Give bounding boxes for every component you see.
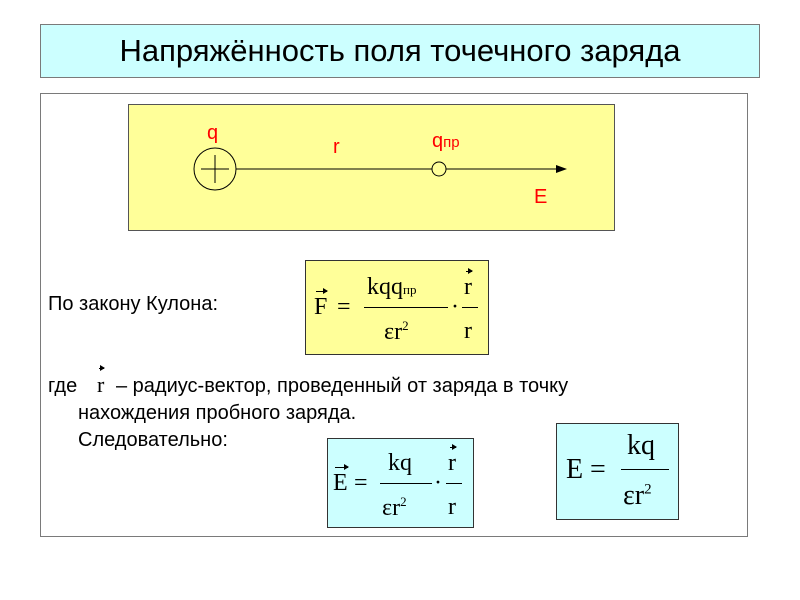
field-vector-numerator: kq <box>388 450 412 476</box>
field-vector-symbol: E <box>333 470 348 496</box>
where-description-text: – радиус-вектор, проведенный от заряда в точку <box>116 375 569 397</box>
field-magnitude-fraction-bar <box>621 469 669 470</box>
field-vector-formula <box>327 438 474 528</box>
test-charge-label: qпр <box>432 130 460 152</box>
multiplication-dot: · <box>451 294 459 320</box>
field-magnitude-denominator: $\varepsilon r^2$ <box>623 480 652 511</box>
equals-sign: = <box>337 294 351 320</box>
unit-vector-denominator: r <box>464 318 472 344</box>
unit-vector-numerator: r <box>448 450 456 476</box>
coulomb-force-formula <box>305 260 489 355</box>
test-charge-circle <box>432 162 446 176</box>
slide-title-text: Напряжённость поля точечного заряда <box>119 33 681 68</box>
force-denominator: $\varepsilon r^2$ <box>384 318 409 345</box>
equals-sign: = <box>354 470 368 496</box>
distance-label: r <box>333 136 340 158</box>
force-numerator: kqqпр <box>367 274 417 300</box>
radius-vector-symbol: r <box>97 372 105 397</box>
force-symbol: F <box>314 294 328 320</box>
charge-label: q <box>207 122 219 144</box>
field-magnitude-symbol: E <box>566 454 584 485</box>
unit-vector-fraction-bar <box>446 483 462 484</box>
multiplication-dot: · <box>434 470 442 496</box>
charge-diagram <box>128 104 615 231</box>
unit-vector-fraction-bar <box>462 307 478 308</box>
slide-title <box>40 24 760 78</box>
unit-vector-denominator: r <box>448 494 456 520</box>
where-prefix-text: где <box>48 375 78 397</box>
therefore-text: Следовательно: <box>78 429 228 451</box>
where-line2-text: нахождения пробного заряда. <box>78 402 357 424</box>
field-vector-denominator: $\varepsilon r^2$ <box>382 494 407 521</box>
field-vector-fraction-bar <box>380 483 432 484</box>
field-vector-arrowhead <box>556 165 567 173</box>
diagram-drawing <box>129 105 616 232</box>
force-fraction-bar <box>364 307 448 308</box>
equals-sign: = <box>590 454 606 485</box>
field-magnitude-numerator: kq <box>627 430 655 461</box>
unit-vector-numerator: r <box>464 274 472 300</box>
field-label: E <box>534 186 548 208</box>
test-charge-subscript: пр <box>443 134 460 151</box>
coulomb-intro-text: По закону Кулона: <box>48 293 218 315</box>
field-magnitude-formula <box>556 423 679 520</box>
